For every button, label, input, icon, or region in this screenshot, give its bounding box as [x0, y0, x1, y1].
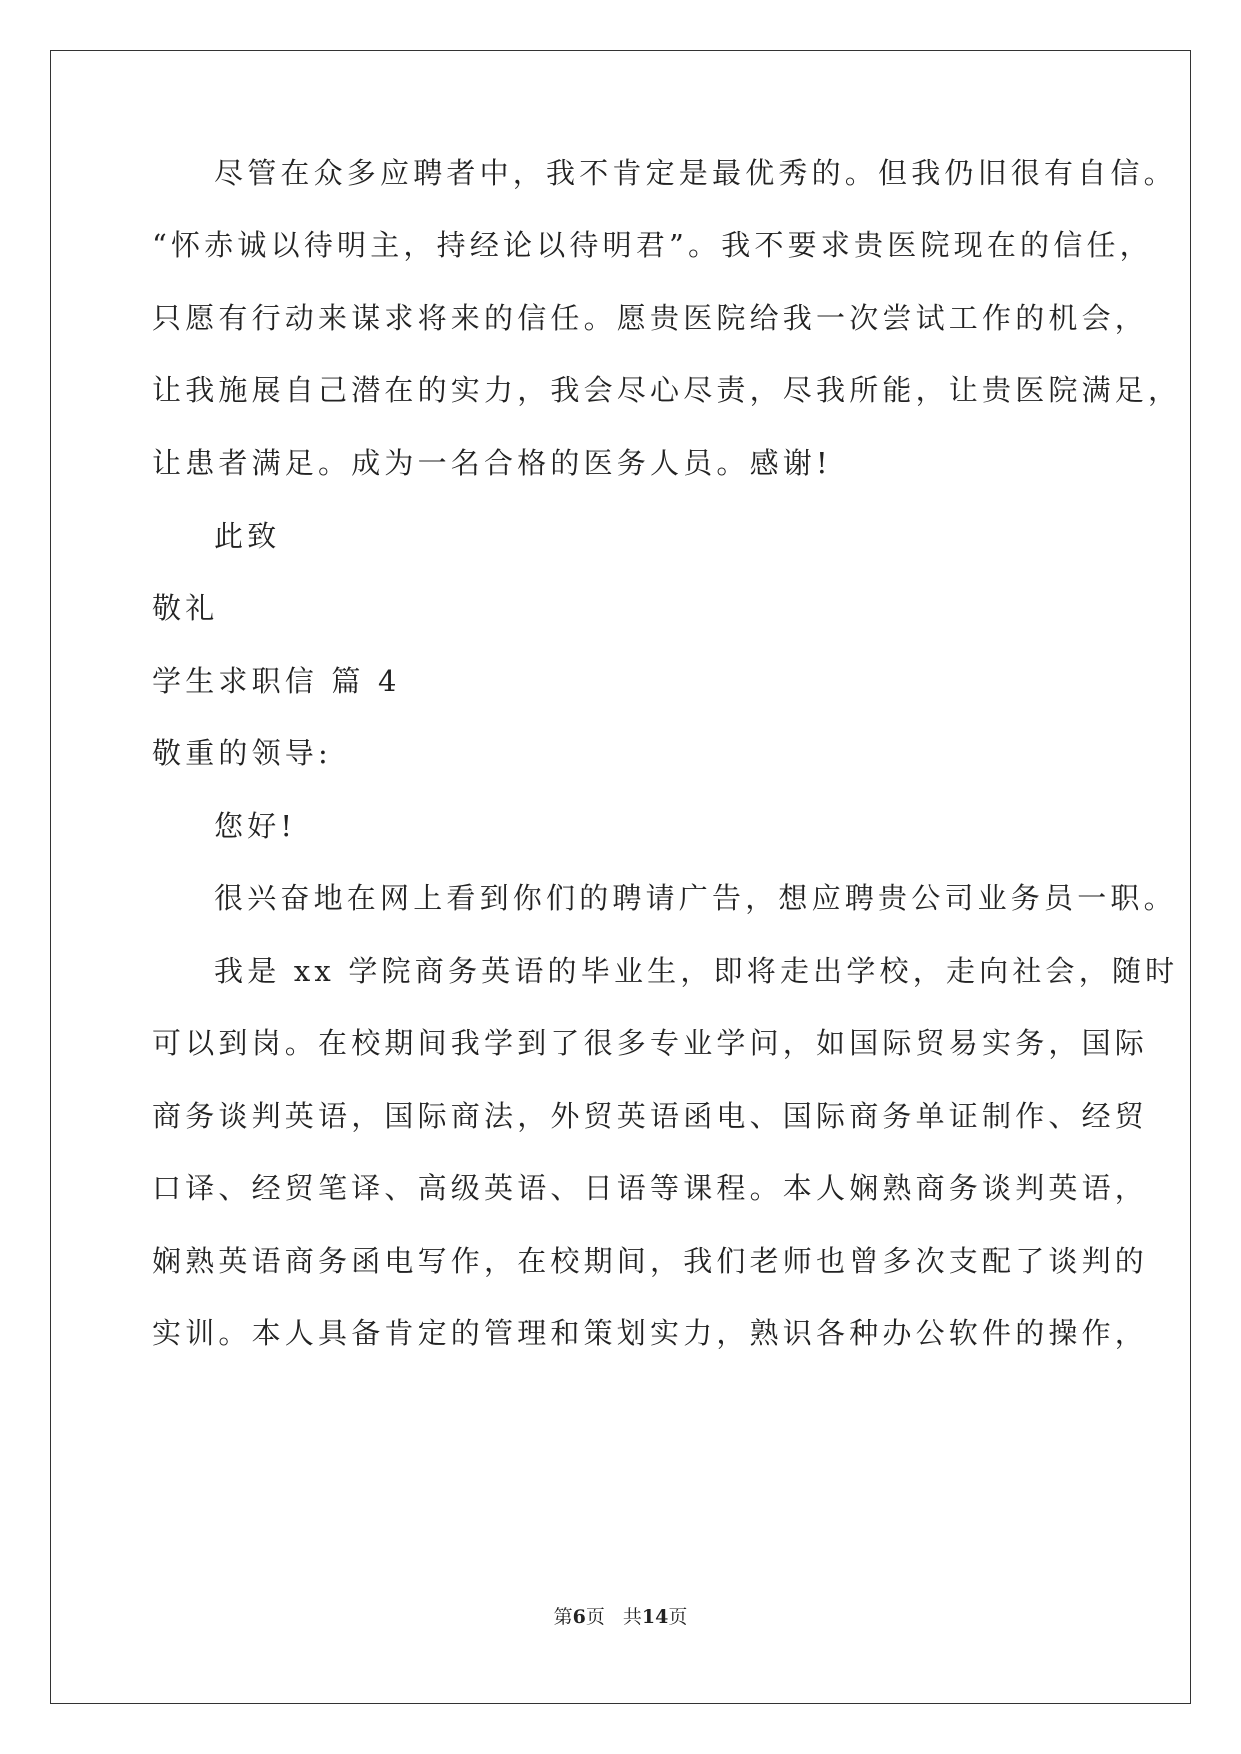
text-line-2: “怀赤诚以待明主，持经论以待明君”。我不要求贵医院现在的信任，	[152, 228, 1153, 262]
text-line-15: 口译、经贸笔译、高级英语、日语等课程。本人娴熟商务谈判英语，	[152, 1171, 1149, 1205]
page-footer	[0, 1602, 1241, 1629]
text-line-5: 让患者满足。成为一名合格的医务人员。感谢!	[152, 446, 832, 480]
text-line-12: 我是 xx 学院商务英语的毕业生，即将走出学校，走向社会，随时	[214, 954, 1179, 988]
footer-total-suffix: 页	[668, 1606, 688, 1628]
footer-page-suffix: 页	[585, 1606, 605, 1628]
text-line-16: 娴熟英语商务函电写作，在校期间，我们老师也曾多次支配了谈判的	[152, 1244, 1149, 1278]
total-page-count: 14	[641, 1606, 669, 1628]
closing-salutation: 此致	[214, 519, 281, 553]
text-line-11: 很兴奋地在网上看到你们的聘请广告，想应聘贵公司业务员一职。	[214, 881, 1177, 915]
text-line-3: 只愿有行动来谋求将来的信任。愿贵医院给我一次尝试工作的机会，	[152, 301, 1149, 335]
section-heading: 学生求职信 篇 4	[152, 664, 401, 698]
text-line-14: 商务谈判英语，国际商法，外贸英语函电、国际商务单证制作、经贸	[152, 1099, 1149, 1133]
footer-total-prefix: 共	[622, 1606, 642, 1628]
greeting-addressee: 敬重的领导:	[152, 736, 332, 770]
text-line-1: 尽管在众多应聘者中，我不肯定是最优秀的。但我仍旧很有自信。	[214, 156, 1177, 190]
text-line-4: 让我施展自己潜在的实力，我会尽心尽责，尽我所能，让贵医院满足，	[152, 373, 1182, 407]
text-line-13: 可以到岗。在校期间我学到了很多专业学问，如国际贸易实务，国际	[152, 1026, 1149, 1060]
current-page-number: 6	[572, 1606, 586, 1628]
footer-prefix: 第	[553, 1606, 573, 1628]
greeting-hello: 您好!	[214, 809, 297, 843]
closing-respect: 敬礼	[152, 591, 219, 625]
text-line-17: 实训。本人具备肯定的管理和策划实力，熟识各种办公软件的操作，	[152, 1316, 1149, 1350]
